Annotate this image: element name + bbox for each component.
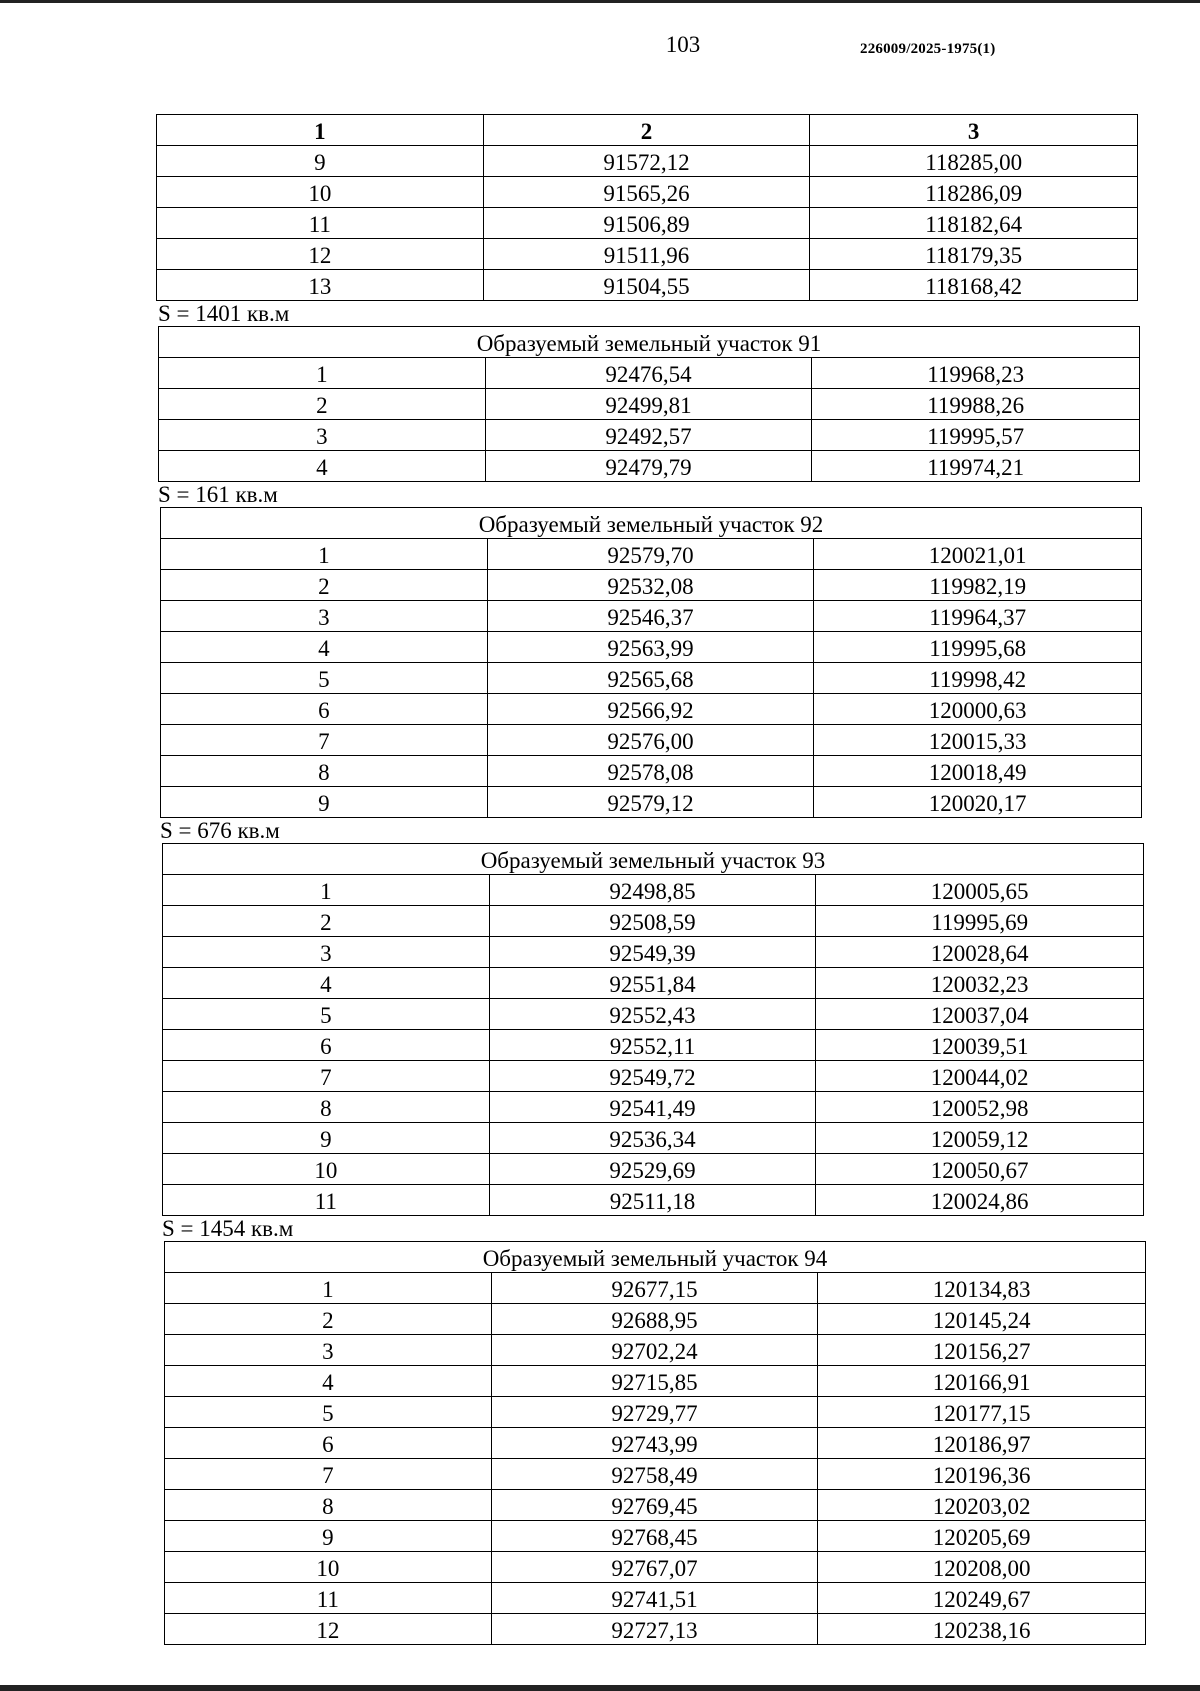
point-number: 10 — [163, 1154, 490, 1185]
x-coordinate: 92688,95 — [491, 1304, 818, 1335]
table-row — [161, 663, 1142, 694]
parcel-table-94 — [164, 1241, 1146, 1645]
point-number: 5 — [165, 1397, 492, 1428]
y-coordinate: 119964,37 — [814, 601, 1142, 632]
x-coordinate: 92529,69 — [489, 1154, 816, 1185]
x-coordinate: 92576,00 — [487, 725, 814, 756]
point-number: 10 — [157, 177, 484, 208]
y-coordinate: 120166,91 — [818, 1366, 1146, 1397]
y-coordinate: 120052,98 — [816, 1092, 1144, 1123]
parcel-title-row — [165, 1242, 1146, 1273]
y-coordinate: 119982,19 — [814, 570, 1142, 601]
x-coordinate: 92768,45 — [491, 1521, 818, 1552]
table-row — [163, 1123, 1144, 1154]
y-coordinate: 120024,86 — [816, 1185, 1144, 1216]
table-row — [165, 1335, 1146, 1366]
x-coordinate: 92579,70 — [487, 539, 814, 570]
y-coordinate: 120044,02 — [816, 1061, 1144, 1092]
area-label: S = 1401 кв.м — [158, 301, 290, 326]
table-row — [159, 420, 1140, 451]
x-coordinate: 92579,12 — [487, 787, 814, 818]
y-coordinate: 119988,26 — [812, 389, 1140, 420]
table-row — [165, 1366, 1146, 1397]
x-coordinate: 91565,26 — [483, 177, 810, 208]
y-coordinate: 120050,67 — [816, 1154, 1144, 1185]
page-number: 103 — [665, 32, 701, 57]
point-number: 5 — [163, 999, 490, 1030]
x-coordinate: 92767,07 — [491, 1552, 818, 1583]
x-coordinate: 91511,96 — [483, 239, 810, 270]
table-row — [165, 1428, 1146, 1459]
x-coordinate: 91506,89 — [483, 208, 810, 239]
y-coordinate: 119974,21 — [812, 451, 1140, 482]
point-number: 7 — [161, 725, 488, 756]
x-coordinate: 92498,85 — [489, 875, 816, 906]
y-coordinate: 120249,67 — [818, 1583, 1146, 1614]
table-row — [159, 358, 1140, 389]
y-coordinate: 120059,12 — [816, 1123, 1144, 1154]
parcel-table-92 — [160, 507, 1142, 818]
area-label: S = 161 кв.м — [158, 482, 278, 507]
x-coordinate: 92727,13 — [491, 1614, 818, 1645]
y-coordinate: 120020,17 — [814, 787, 1142, 818]
parcel-table-91 — [158, 326, 1140, 482]
table-row — [163, 1092, 1144, 1123]
x-coordinate: 92743,99 — [491, 1428, 818, 1459]
area-label: S = 676 кв.м — [160, 818, 280, 843]
table-row — [161, 632, 1142, 663]
x-coordinate: 92565,68 — [487, 663, 814, 694]
y-coordinate: 120028,64 — [816, 937, 1144, 968]
table-row — [161, 539, 1142, 570]
y-coordinate: 120145,24 — [818, 1304, 1146, 1335]
point-number: 8 — [165, 1490, 492, 1521]
point-number: 7 — [163, 1061, 490, 1092]
point-number: 11 — [165, 1583, 492, 1614]
point-number: 11 — [157, 208, 484, 239]
x-coordinate: 92715,85 — [491, 1366, 818, 1397]
scan-edge-top — [0, 0, 1200, 3]
point-number: 6 — [163, 1030, 490, 1061]
table-row — [165, 1552, 1146, 1583]
y-coordinate: 118168,42 — [810, 270, 1138, 301]
y-coordinate: 118286,09 — [810, 177, 1138, 208]
table-row — [161, 756, 1142, 787]
point-number: 2 — [161, 570, 488, 601]
point-number: 8 — [163, 1092, 490, 1123]
point-number: 9 — [163, 1123, 490, 1154]
x-coordinate: 92511,18 — [489, 1185, 816, 1216]
y-coordinate: 120177,15 — [818, 1397, 1146, 1428]
table-row — [163, 968, 1144, 999]
y-coordinate: 120032,23 — [816, 968, 1144, 999]
column-header-x: 2 — [483, 115, 810, 146]
y-coordinate: 120037,04 — [816, 999, 1144, 1030]
point-number: 3 — [165, 1335, 492, 1366]
table-row — [157, 208, 1138, 239]
x-coordinate: 92549,39 — [489, 937, 816, 968]
x-coordinate: 92552,11 — [489, 1030, 816, 1061]
parcel-title: Образуемый земельный участок 94 — [165, 1242, 1146, 1273]
table-row — [165, 1614, 1146, 1645]
point-number: 4 — [165, 1366, 492, 1397]
point-number: 9 — [161, 787, 488, 818]
table-row — [163, 1030, 1144, 1061]
point-number: 6 — [161, 694, 488, 725]
x-coordinate: 92551,84 — [489, 968, 816, 999]
x-coordinate: 92729,77 — [491, 1397, 818, 1428]
y-coordinate: 120015,33 — [814, 725, 1142, 756]
point-number: 9 — [157, 146, 484, 177]
y-coordinate: 120208,00 — [818, 1552, 1146, 1583]
coordinates-content — [156, 114, 1146, 1645]
x-coordinate: 92532,08 — [487, 570, 814, 601]
table-row — [165, 1521, 1146, 1552]
x-coordinate: 92677,15 — [491, 1273, 818, 1304]
x-coordinate: 91572,12 — [483, 146, 810, 177]
y-coordinate: 120021,01 — [814, 539, 1142, 570]
point-number: 6 — [165, 1428, 492, 1459]
table-row — [163, 1061, 1144, 1092]
table-row — [157, 270, 1138, 301]
point-number: 4 — [159, 451, 486, 482]
y-coordinate: 120134,83 — [818, 1273, 1146, 1304]
point-number: 2 — [159, 389, 486, 420]
x-coordinate: 92566,92 — [487, 694, 814, 725]
y-coordinate: 120000,63 — [814, 694, 1142, 725]
point-number: 8 — [161, 756, 488, 787]
parcel-title: Образуемый земельный участок 93 — [163, 844, 1144, 875]
table-row — [165, 1304, 1146, 1335]
y-coordinate: 119995,68 — [814, 632, 1142, 663]
point-number: 11 — [163, 1185, 490, 1216]
y-coordinate: 120203,02 — [818, 1490, 1146, 1521]
scan-edge-bottom — [0, 1685, 1200, 1691]
point-number: 3 — [163, 937, 490, 968]
table-row — [161, 694, 1142, 725]
table-row — [163, 906, 1144, 937]
point-number: 12 — [157, 239, 484, 270]
column-header-y: 3 — [810, 115, 1138, 146]
y-coordinate: 120156,27 — [818, 1335, 1146, 1366]
point-number: 4 — [163, 968, 490, 999]
point-number: 2 — [165, 1304, 492, 1335]
y-coordinate: 120005,65 — [816, 875, 1144, 906]
y-coordinate: 120196,36 — [818, 1459, 1146, 1490]
x-coordinate: 92536,34 — [489, 1123, 816, 1154]
x-coordinate: 92508,59 — [489, 906, 816, 937]
table-row — [165, 1459, 1146, 1490]
table-row — [157, 177, 1138, 208]
point-number: 1 — [165, 1273, 492, 1304]
y-coordinate: 120205,69 — [818, 1521, 1146, 1552]
point-number: 10 — [165, 1552, 492, 1583]
column-header-point: 1 — [157, 115, 484, 146]
point-number: 3 — [161, 601, 488, 632]
y-coordinate: 120186,97 — [818, 1428, 1146, 1459]
x-coordinate: 92578,08 — [487, 756, 814, 787]
y-coordinate: 120238,16 — [818, 1614, 1146, 1645]
point-number: 9 — [165, 1521, 492, 1552]
point-number: 1 — [163, 875, 490, 906]
point-number: 1 — [161, 539, 488, 570]
x-coordinate: 92479,79 — [485, 451, 812, 482]
table-row — [161, 601, 1142, 632]
area-label: S = 1454 кв.м — [162, 1216, 294, 1241]
table-row — [163, 999, 1144, 1030]
table-row — [165, 1397, 1146, 1428]
x-coordinate: 92702,24 — [491, 1335, 818, 1366]
table-row — [163, 1185, 1144, 1216]
point-number: 5 — [161, 663, 488, 694]
x-coordinate: 92769,45 — [491, 1490, 818, 1521]
point-number: 2 — [163, 906, 490, 937]
point-number: 1 — [159, 358, 486, 389]
parcel-title-row — [161, 508, 1142, 539]
parcel-title: Образуемый земельный участок 92 — [161, 508, 1142, 539]
table-row — [163, 1154, 1144, 1185]
x-coordinate: 92758,49 — [491, 1459, 818, 1490]
table-row — [159, 451, 1140, 482]
y-coordinate: 119968,23 — [812, 358, 1140, 389]
table-row — [165, 1273, 1146, 1304]
x-coordinate: 92741,51 — [491, 1583, 818, 1614]
table-row — [161, 787, 1142, 818]
table-row — [163, 937, 1144, 968]
x-coordinate: 92546,37 — [487, 601, 814, 632]
table-row — [163, 875, 1144, 906]
y-coordinate: 120018,49 — [814, 756, 1142, 787]
y-coordinate: 119995,57 — [812, 420, 1140, 451]
y-coordinate: 118182,64 — [810, 208, 1138, 239]
parcel-title-row — [163, 844, 1144, 875]
point-number: 7 — [165, 1459, 492, 1490]
coordinates-table-continuation — [156, 114, 1138, 301]
point-number: 3 — [159, 420, 486, 451]
x-coordinate: 92476,54 — [485, 358, 812, 389]
point-number: 13 — [157, 270, 484, 301]
table-row — [165, 1583, 1146, 1614]
table-row — [157, 239, 1138, 270]
table-row — [161, 570, 1142, 601]
x-coordinate: 92541,49 — [489, 1092, 816, 1123]
x-coordinate: 92552,43 — [489, 999, 816, 1030]
table-row — [165, 1490, 1146, 1521]
table-header-row — [157, 115, 1138, 146]
x-coordinate: 92492,57 — [485, 420, 812, 451]
table-row — [161, 725, 1142, 756]
table-row — [157, 146, 1138, 177]
y-coordinate: 119995,69 — [816, 906, 1144, 937]
table-row — [159, 389, 1140, 420]
parcel-title: Образуемый земельный участок 91 — [159, 327, 1140, 358]
point-number: 4 — [161, 632, 488, 663]
y-coordinate: 120039,51 — [816, 1030, 1144, 1061]
y-coordinate: 118285,00 — [810, 146, 1138, 177]
x-coordinate: 91504,55 — [483, 270, 810, 301]
y-coordinate: 119998,42 — [814, 663, 1142, 694]
x-coordinate: 92499,81 — [485, 389, 812, 420]
document-reference: 226009/2025-1975(1) — [860, 41, 996, 57]
y-coordinate: 118179,35 — [810, 239, 1138, 270]
point-number: 12 — [165, 1614, 492, 1645]
x-coordinate: 92549,72 — [489, 1061, 816, 1092]
parcel-table-93 — [162, 843, 1144, 1216]
parcel-title-row — [159, 327, 1140, 358]
x-coordinate: 92563,99 — [487, 632, 814, 663]
